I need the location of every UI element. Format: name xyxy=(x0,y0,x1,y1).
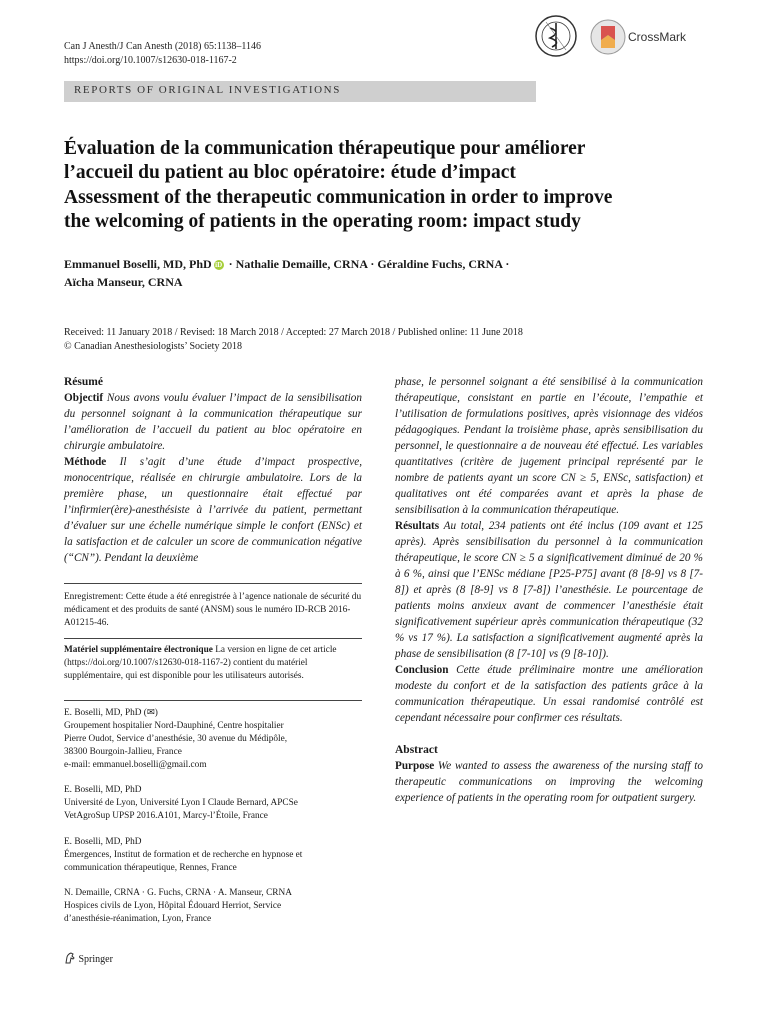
doi-link[interactable]: https://doi.org/10.1007/s12630-018-1167-2 xyxy=(64,55,237,66)
crossmark-logo[interactable] xyxy=(590,18,705,58)
affiliation-3 xyxy=(64,836,362,875)
resultats-label: Résultats xyxy=(395,520,440,532)
resume-methode xyxy=(64,454,362,566)
resume-right xyxy=(395,374,703,806)
aff2-name: E. Boselli, MD, PhD xyxy=(64,785,142,795)
aff2-line1: Université de Lyon, Université Lyon I Claude Bernard, APCSe xyxy=(64,798,298,808)
author-boselli: Emmanuel Boselli, MD, PhD xyxy=(64,257,212,271)
footnote-divider xyxy=(64,583,362,584)
resume-resultats xyxy=(395,518,703,662)
title-fr xyxy=(64,137,704,185)
title-fr-line2: l’accueil du patient au bloc opératoire: étude d’impact xyxy=(64,162,516,183)
copyright: © Canadian Anesthesiologists’ Society 2018 xyxy=(64,341,242,352)
affiliation-1 xyxy=(64,707,362,772)
society-seal-icon xyxy=(534,14,578,58)
methode-label: Méthode xyxy=(64,456,107,468)
springer-horse-icon xyxy=(64,952,76,964)
footnote-divider-2 xyxy=(64,638,362,639)
objectif-label: Objectif xyxy=(64,392,104,404)
orcid-icon[interactable]: iD xyxy=(215,261,223,269)
aff1-line3: 38300 Bourgoin-Jallieu, France xyxy=(64,747,182,757)
crossmark-icon xyxy=(590,18,626,56)
resume-left xyxy=(64,374,362,566)
aff4-line2: d’anesthésie-réanimation, Lyon, France xyxy=(64,914,212,924)
aff1-name: E. Boselli, MD, PhD (✉) xyxy=(64,708,158,718)
abstract-heading: Abstract xyxy=(395,744,438,756)
aff4-line1: Hospices civils de Lyon, Hôpital Édouard Herriot, Service xyxy=(64,901,282,911)
affiliation-2 xyxy=(64,784,362,823)
aff1-line2: Pierre Oudot, Service d’anesthésie, 30 avenue du Médipôle, xyxy=(64,734,288,744)
title-en xyxy=(64,186,704,234)
publisher-footer xyxy=(64,952,113,965)
history-dates: Received: 11 January 2018 / Revised: 18 March 2018 / Accepted: 27 March 2018 / Published online: 11 June 2018 xyxy=(64,327,523,338)
methode-continued xyxy=(395,374,703,518)
article-dates xyxy=(64,326,704,354)
aff2-line2: VetAgroSup UPSP 2016.A101, Marcy-l’Étoile, France xyxy=(64,811,268,821)
supplementary-note xyxy=(64,644,362,683)
resultats-text: Au total, 234 patients ont été inclus (109 avant et 125 après). Après sensibilisation du personnel à la communication thérapeutique, le score CN ≥ 5 a significativement diminué de 20 % à 6 %, ainsi que l’ENSc médiane [P25-P75] avant (8 [8-9] vs 8 [7-8]) et après (8 [8-9] vs 8 [7-8]) l’anesthésie. Le pourcentage de patients moins anxieux avant de commencer l’anesthésie était significativement supérieur après communication thérapeutique (32 % vs 17 %). La satisfaction a significativement augmenté après la phase de sensibilisation (8 [7-10] vs (9 [8-10]). xyxy=(395,520,703,660)
supplementary-text: La version en ligne de cet article (https://doi.org/10.1007/s12630-018-1167-2) contient du matériel supplémentaire, qui est disponible pour les utilisateurs autorisés. xyxy=(64,645,337,681)
resume-conclusion xyxy=(395,662,703,726)
aff4-name: N. Demaille, CRNA · G. Fuchs, CRNA · A. Manseur, CRNA xyxy=(64,888,292,898)
methode-continued-text: phase, le personnel soignant a été sensibilisé à la communication thérapeutique, consistant en partie en l’écoute, l’empathie et l’utilisation de formulations positives, après visionnage des vidéos pédagogiques. Pendant la troisième phase, après sensibilisation du personnel, le questionnaire a de nouveau été effectué. Les variables quantitatives (critère de jugement principal représenté par le nombre de patients ayant un score CN ≥ 5, ENSc, satisfaction) et qualitatives ont été comparées avant et après la phase de sensibilisation à la communication thérapeutique. xyxy=(395,376,703,516)
objectif-text: Nous avons voulu évaluer l’impact de la sensibilisation du personnel soignant à la communication thérapeutique sur l’amélioration de l’accueil du patient au bloc opératoire en chirurgie ambulatoire. xyxy=(64,392,362,452)
aff1-email[interactable]: e-mail: emmanuel.boselli@gmail.com xyxy=(64,760,207,770)
registration-note: Enregistrement: Cette étude a été enregistrée à l’agence nationale de sécurité du médicament et des produits de santé (ANSM) sous le numéro ID-RCB 2016-A01215-46. xyxy=(64,592,362,628)
author-list-rest: · Nathalie Demaille, CRNA · Géraldine Fuchs, CRNA · xyxy=(225,257,510,271)
author-manseur: Aïcha Manseur, CRNA xyxy=(64,275,183,289)
purpose-label: Purpose xyxy=(395,760,435,772)
purpose-text: We wanted to assess the awareness of the nursing staff to therapeutic communications on improving the welcoming experience of patients in the operating room for outpatient surgery. xyxy=(395,760,703,804)
methode-text: Il s’agit d’une étude d’impact prospective, monocentrique, réalisée en chirurgie ambulatoire. Lors de la première phase, un questionnaire était effectué par l’infirmier(ère)-anesthésiste à l’arrivée du patient, permettant d’évaluer sur une échelle numérique simple le confort (ENSc) et la satisfaction et de calculer un score de communication négative (“CN”). Pendant la deuxième xyxy=(64,456,362,564)
aff3-line2: communication thérapeutique, Rennes, France xyxy=(64,863,237,873)
title-en-line1: Assessment of the therapeutic communication in order to improve xyxy=(64,187,613,208)
crossmark-label: CrossMark xyxy=(628,30,687,44)
aff3-name: E. Boselli, MD, PhD xyxy=(64,837,142,847)
supplementary-label: Matériel supplémentaire électronique xyxy=(64,645,213,655)
section-banner-text: REPORTS OF ORIGINAL INVESTIGATIONS xyxy=(74,84,341,96)
journal-citation: Can J Anesth/J Can Anesth (2018) 65:1138–1146 xyxy=(64,41,262,52)
aff3-line1: Émergences, Institut de formation et de recherche en hypnose et xyxy=(64,850,303,860)
aff1-line1: Groupement hospitalier Nord-Dauphiné, Centre hospitalier xyxy=(64,721,284,731)
affiliation-4 xyxy=(64,887,362,926)
footnote-divider-3 xyxy=(64,700,362,701)
resume-heading: Résumé xyxy=(64,376,103,388)
conclusion-label: Conclusion xyxy=(395,664,449,676)
title-fr-line1: Évaluation de la communication thérapeutique pour améliorer xyxy=(64,138,586,159)
section-banner xyxy=(64,81,536,102)
abstract-purpose xyxy=(395,758,703,806)
author-list xyxy=(64,255,704,291)
conclusion-text: Cette étude préliminaire montre une amélioration modeste du confort et de la satisfaction des patients grâce à la communication thérapeutique. Un essai randomisé contrôlé est cependant nécessaire pour confirmer ces résultats. xyxy=(395,664,703,724)
resume-objectif xyxy=(64,390,362,454)
publisher-name: Springer xyxy=(78,954,113,965)
title-en-line2: the welcoming of patients in the operating room: impact study xyxy=(64,211,581,232)
